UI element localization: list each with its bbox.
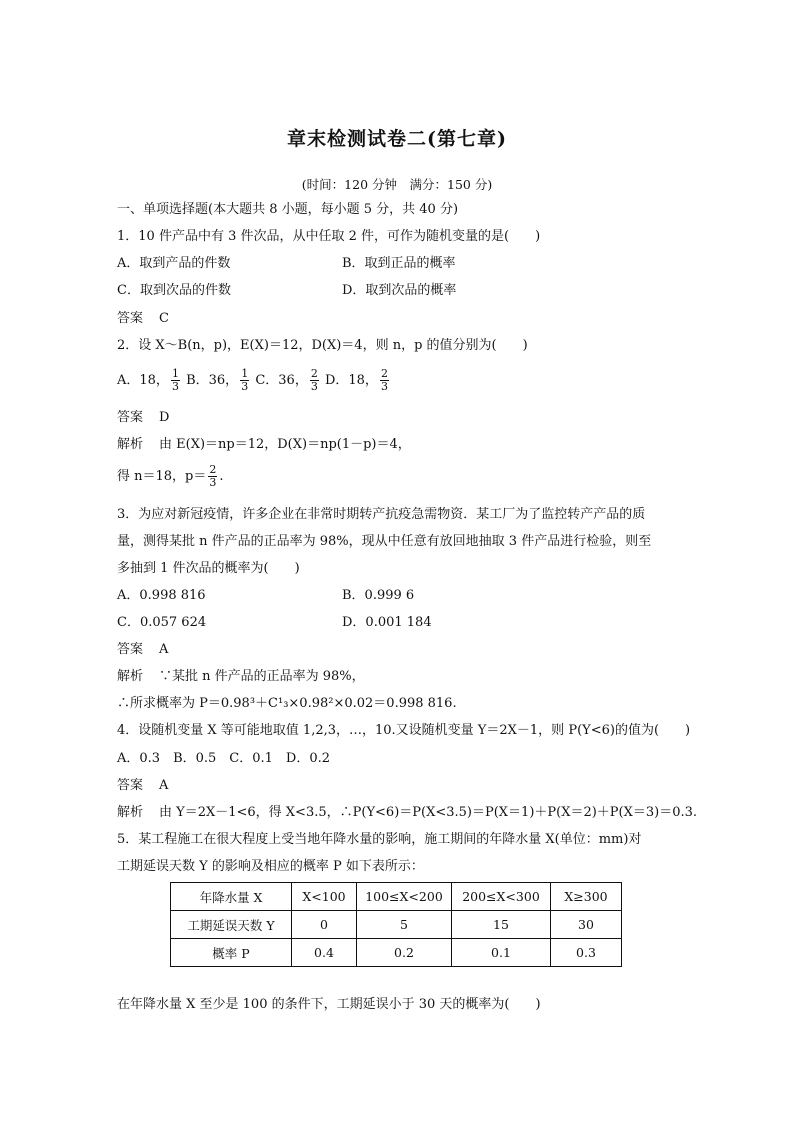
analysis-text: ∵某批 n 件产品的正品率为 98%，	[159, 669, 365, 684]
analysis-label: 解析	[117, 805, 144, 820]
option-a-prefix: A．18，	[117, 373, 169, 388]
answer-label: 答案	[117, 410, 144, 425]
numerator: 1	[241, 367, 249, 380]
answer-value: D	[159, 410, 170, 425]
answer-value: A	[159, 642, 169, 657]
question-5-stem-2: 工期延误天数 Y 的影响及相应的概率 P 如下表所示：	[117, 859, 424, 874]
numerator: 2	[209, 463, 217, 476]
question-4-stem: 4．设随机变量 X 等可能地取值 1,2,3，…，10.又设随机变量 Y＝2X－1，则 P(Y<6)的值为( )	[117, 723, 691, 738]
question-4-answer	[117, 777, 168, 795]
answer-value: C	[159, 311, 169, 326]
question-3-stem-3: 多抽到 1 件次品的概率为( )	[117, 561, 300, 576]
exam-info: (时间：120 分钟 满分：150 分)	[301, 177, 493, 192]
page-title: 章末检测试卷二(第七章)	[287, 128, 507, 150]
table-cell: 概率 P	[171, 939, 292, 967]
table-cell: 0.4	[292, 939, 357, 967]
section-heading: 一、单项选择题(本大题共 8 小题，每小题 5 分，共 40 分)	[117, 202, 459, 217]
table-cell: 15	[452, 911, 551, 939]
question-3-answer	[117, 641, 168, 659]
question-4-analysis	[117, 804, 697, 822]
question-3-analysis-1	[117, 668, 365, 686]
table-cell: 100≤X<200	[357, 883, 452, 911]
table-cell: 0.2	[357, 939, 452, 967]
table-cell: 30	[551, 911, 622, 939]
table-cell: 0.1	[452, 939, 551, 967]
table-cell: 0	[292, 911, 357, 939]
question-2-stem: 2．设 X～B(n，p)，E(X)＝12，D(X)＝4，则 n，p 的值分别为( )	[117, 338, 528, 353]
question-1-option-a: A．取到产品的件数	[117, 256, 231, 271]
analysis-label: 解析	[117, 437, 144, 452]
table-cell: X≥300	[551, 883, 622, 911]
analysis-text: 由 E(X)＝np＝12，D(X)＝np(1－p)＝4，	[159, 437, 411, 452]
question-2-analysis-2	[117, 460, 224, 494]
table-row	[171, 939, 622, 967]
numerator: 2	[380, 367, 388, 380]
numerator: 1	[171, 367, 179, 380]
fraction	[380, 368, 389, 393]
analysis-text: 得 n＝18，p＝	[117, 469, 207, 484]
answer-label: 答案	[117, 642, 144, 657]
option-b-prefix: B．36，	[186, 373, 239, 388]
option-c-prefix: C．36，	[255, 373, 308, 388]
question-2-analysis-1	[117, 436, 411, 454]
question-5-followup: 在年降水量 X 至少是 100 的条件下，工期延误小于 30 天的概率为( )	[117, 997, 541, 1012]
answer-value: A	[159, 778, 169, 793]
question-1-option-c: C．取到次品的件数	[117, 283, 231, 298]
question-1-stem: 1．10 件产品中有 3 件次品，从中任取 2 件，可作为随机变量的是( )	[117, 229, 541, 244]
fraction	[208, 464, 217, 489]
table-cell: 0.3	[551, 939, 622, 967]
analysis-label: 解析	[117, 669, 144, 684]
fraction	[240, 368, 249, 393]
denominator: 3	[209, 476, 217, 489]
table-cell: X<100	[292, 883, 357, 911]
denominator: 3	[171, 380, 179, 393]
table-cell: 年降水量 X	[171, 883, 292, 911]
question-5-stem-1: 5．某工程施工在很大程度上受当地年降水量的影响，施工期间的年降水量 X(单位：mm)对	[117, 832, 642, 847]
question-3-option-d: D．0.001 184	[342, 615, 432, 630]
denominator: 3	[241, 380, 249, 393]
table-row	[171, 883, 622, 911]
question-1-option-d: D．取到次品的概率	[342, 283, 457, 298]
answer-label: 答案	[117, 311, 144, 326]
question-3-option-a: A．0.998 816	[117, 588, 206, 603]
question-1-option-b: B．取到正品的概率	[342, 256, 456, 271]
question-3-option-c: C．0.057 624	[117, 615, 207, 630]
answer-label: 答案	[117, 778, 144, 793]
question-3-stem-2: 量，测得某批 n 件产品的正品率为 98%，现从中任意有放回地抽取 3 件产品进行检验，则至	[117, 534, 652, 549]
question-4-options: A．0.3 B．0.5 C．0.1 D．0.2	[117, 751, 331, 766]
fraction	[171, 368, 180, 393]
table-row	[171, 911, 622, 939]
denominator: 3	[310, 380, 318, 393]
fraction	[310, 368, 319, 393]
table-cell: 200≤X<300	[452, 883, 551, 911]
question-3-analysis-2: ∴所求概率为 P＝0.98³＋C¹₃×0.98²×0.02＝0.998 816.	[117, 696, 457, 711]
option-d-prefix: D．18，	[324, 373, 378, 388]
question-3-option-b: B．0.999 6	[342, 588, 415, 603]
denominator: 3	[380, 380, 388, 393]
analysis-text: .	[219, 469, 224, 484]
rainfall-delay-table	[170, 882, 622, 967]
numerator: 2	[310, 367, 318, 380]
question-2-answer	[117, 409, 169, 427]
table-cell: 工期延误天数 Y	[171, 911, 292, 939]
question-1-answer	[117, 310, 169, 328]
analysis-text: 由 Y＝2X－1<6，得 X<3.5，∴P(Y<6)＝P(X<3.5)＝P(X＝1)＋P(X＝2)＋P(X＝3)＝0.3.	[159, 805, 698, 820]
question-2-options	[117, 364, 391, 398]
table-cell: 5	[357, 911, 452, 939]
question-3-stem-1: 3．为应对新冠疫情，许多企业在非常时期转产抗疫急需物资．某工厂为了监控转产产品的质	[117, 507, 646, 522]
